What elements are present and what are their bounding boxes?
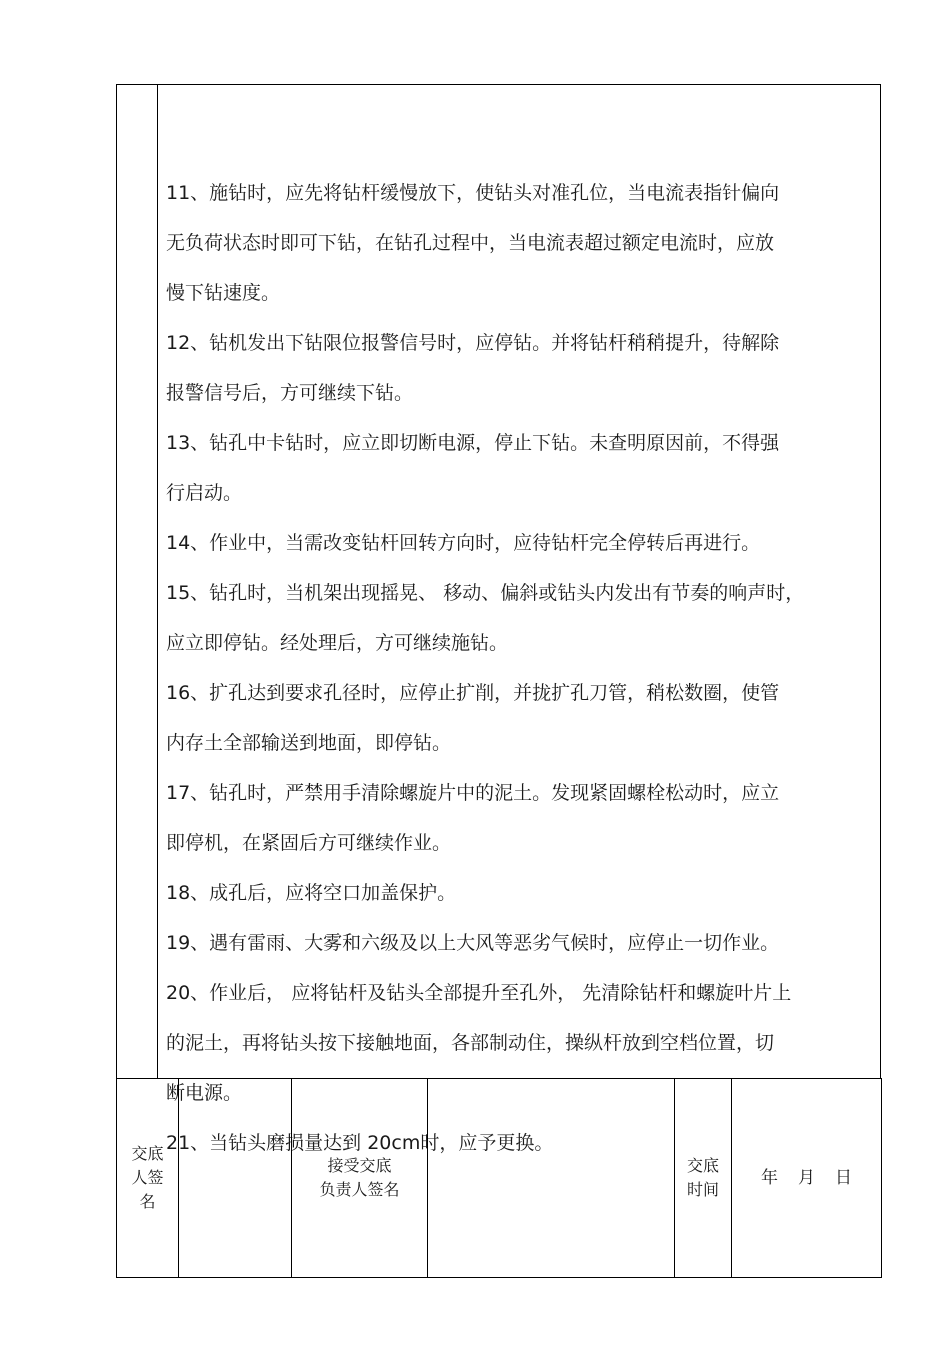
text-line: 应立即停钻。经处理后，方可继续施钻。 xyxy=(166,632,509,654)
discloser-label-line: 名 xyxy=(139,1192,156,1211)
text-line: 21、当钻头磨损量达到 20cm时，应予更换。 xyxy=(166,1132,554,1154)
text-line: 18、成孔后，应将空口加盖保护。 xyxy=(166,882,457,904)
receiver-signature-cell[interactable] xyxy=(428,1079,675,1278)
text-line: 12、钻机发出下钻限位报警信号时，应停钻。并将钻杆稍稍提升，待解除 xyxy=(166,332,780,354)
text-line: 19、遇有雷雨、大雾和六级及以上大风等恶劣气候时，应停止一切作业。 xyxy=(166,932,780,954)
text-line: 13、钻孔中卡钻时，应立即切断电源，停止下钻。未查明原因前，不得强 xyxy=(166,432,780,454)
date-year: 年 xyxy=(761,1168,778,1188)
left-column xyxy=(117,85,158,1078)
text-line: 慢下钻速度。 xyxy=(166,282,281,304)
text-line: 行启动。 xyxy=(166,482,243,504)
text-line: 11、施钻时，应先将钻杆缓慢放下，使钻头对准孔位，当电流表指针偏向 xyxy=(166,182,780,204)
date-cell[interactable] xyxy=(732,1079,882,1278)
discloser-label-line: 交底 xyxy=(131,1144,164,1163)
text-line: 15、钻孔时，当机架出现摇晃、 移动、偏斜或钻头内发出有节奏的响声时， xyxy=(166,582,805,604)
discloser-label-line: 人签 xyxy=(131,1168,164,1187)
time-label-line: 交底 xyxy=(686,1156,719,1175)
text-line: 无负荷状态时即可下钻，在钻孔过程中，当电流表超过额定电流时，应放 xyxy=(166,232,775,254)
text-line: 17、钻孔时，严禁用手清除螺旋片中的泥土。发现紧固螺栓松动时，应立 xyxy=(166,782,780,804)
receiver-label-line: 负责人签名 xyxy=(319,1180,400,1199)
text-line: 的泥土，再将钻头按下接触地面，各部制动住，操纵杆放到空档位置，切 xyxy=(166,1032,775,1054)
time-label xyxy=(675,1079,732,1278)
text-line: 报警信号后，方可继续下钻。 xyxy=(166,382,414,404)
date-month: 月 xyxy=(798,1168,815,1188)
discloser-label xyxy=(117,1079,179,1278)
signature-table xyxy=(116,1078,882,1278)
discloser-signature-cell[interactable] xyxy=(179,1079,292,1278)
receiver-label xyxy=(292,1079,428,1278)
text-line: 内存土全部输送到地面，即停钻。 xyxy=(166,732,452,754)
time-label-line: 时间 xyxy=(686,1180,719,1199)
text-line: 20、作业后， 应将钻杆及钻头全部提升至孔外， 先清除钻杆和螺旋叶片上 xyxy=(166,982,792,1004)
text-line: 14、作业中，当需改变钻杆回转方向时，应待钻杆完全停转后再进行。 xyxy=(166,532,761,554)
text-line: 即停机，在紧固后方可继续作业。 xyxy=(166,832,452,854)
text-line: 断电源。 xyxy=(166,1082,243,1104)
receiver-label-line: 接受交底 xyxy=(327,1156,392,1175)
date-day: 日 xyxy=(835,1168,852,1188)
text-line: 16、扩孔达到要求孔径时，应停止扩削，并拢扩孔刀管，稍松数圈，使管 xyxy=(166,682,780,704)
